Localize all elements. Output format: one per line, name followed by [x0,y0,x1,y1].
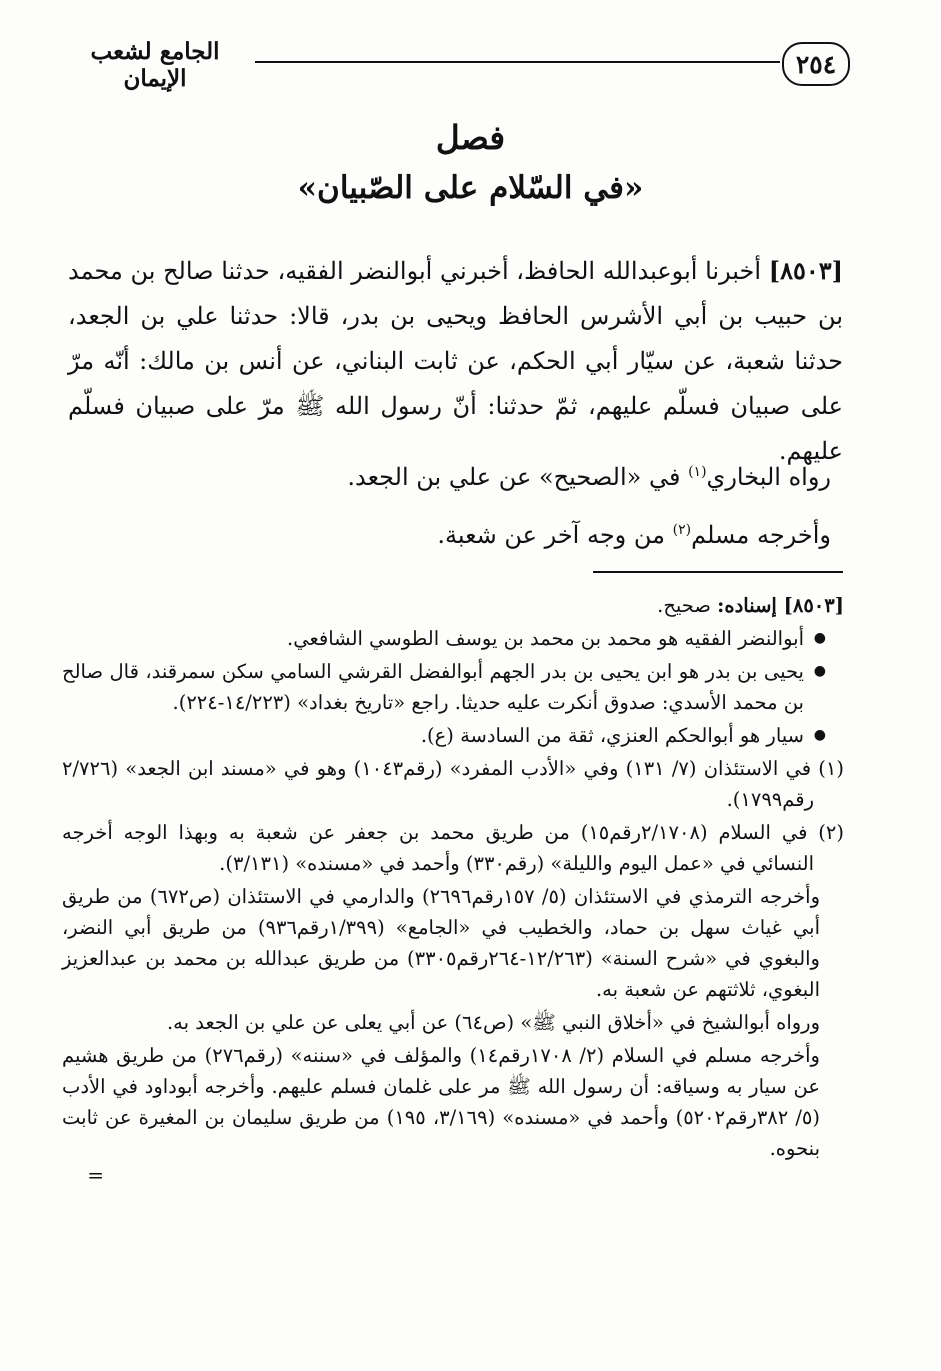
footnote-ref-2[interactable]: (٢) [672,522,692,538]
isnad-value: صحيح. [657,594,711,617]
narration-muslim [437,510,831,555]
isnad-grade [62,590,844,621]
footnote-2: (٢) في السلام (٢/١٧٠٨رقم١٥) من طريق محمد بن جعفر عن شعبة به وبهذا الوجه أخرجه النسائي في «عمل اليوم والليلة» (رقم٣٣٠) وأحمد في «مسنده» (٣/١٣١). [62,821,844,875]
chapter-title: فصل [435,118,506,157]
chapter-subtitle: «في السّلام على الصّبيان» [297,170,644,206]
footnote-paragraph: ورواه أبوالشيخ في «أخلاق النبي ﷺ» (ص٦٤) عن أبي يعلى عن علي بن الجعد به. [166,1011,820,1034]
isnad-label: [٨٥٠٣] إسناده: [717,594,844,617]
footnote-separator [593,571,843,573]
narration-text: رواه البخاري [706,463,831,491]
narrator-note [62,656,822,718]
narration-bukhari [347,452,831,497]
running-title: الجامع لشعب الإيمان [90,38,220,92]
footnote-paragraph: وأخرجه الترمذي في الاستئذان (٥/ ١٥٧رقم٢٦٩٦) والدارمي في الاستئذان (ص٦٧٢) من طريق أبي غياث سهل بن حماد، والخطيب في «الجامع» (١/٣٩٩رقم٩٣٦) من طريق أبي النضر، والبغوي في «شرح السنة» (١٢/٢٦٣-٢٦٤رقم٣٣٠٥) من طريق عبدالله بن محمد بن عبدالعزيز البغوي، ثلاثتهم عن شعبة به. [62,885,821,1001]
footnote-paragraph: وأخرجه مسلم في السلام (٢/ ١٧٠٨رقم١٤) والمؤلف في «سننه» (رقم٢٧٦) من طريق هشيم عن سيار به وسياقه: أن رسول الله ﷺ مر على غلمان فسلم عليهم. وأخرجه أبوداود في الأدب (٥/ ٣٨٢رقم٥٢٠٢) وأحمد في «مسنده» (٣/١٦٩، ١٩٥) من طريق سليمان بن المغيرة عن ثابت بنحوه. [62,1044,820,1160]
narration-text: في «الصحيح» عن علي بن الجعد. [347,463,681,491]
page-number-badge: ٢٥٤ [782,42,850,86]
footnote-1: (١) في الاستئذان (٧/ ١٣١) وفي «الأدب المفرد» (رقم١٠٤٣) وهو في «مسند ابن الجعد» (٢/٧٢٦ رقم١٧٩٩). [62,757,844,811]
narrator-note-cont: قال صالح بن محمد الأسدي: صدوق أنكرت عليه حديثا. راجع «تاريخ بغداد» (١٤/٢٢٣-٢٢٤). [62,660,804,714]
page-header [55,34,850,94]
hadith-number: [٨٥٠٣] [768,256,843,285]
narration-text: من وجه آخر عن شعبة. [437,521,666,549]
footnotes [62,590,844,1187]
narrator-note: ● سيار هو أبوالحكم العنزي، ثقة من السادسة (ع). [62,720,822,751]
hadith-text [68,248,843,474]
continuation-mark: = [87,1163,104,1187]
narrator-notes [62,623,844,751]
footnote-ref-1[interactable]: (١) [688,464,707,480]
hadith-body: أخبرنا أبوعبدالله الحافظ، أخبرني أبوالنضر الفقيه، حدثنا صالح بن محمد بن حبيب بن أبي الأشرس الحافظ ويحيى بن بدر، قالا: حدثنا علي بن الجعد، حدثنا شعبة، عن سيّار أبي الحكم، عن ثابت البناني، عن أنس بن مالك: أنّه مرّ على صبيان فسلّم عليهم، ثمّ حدثنا: أنّ رسول الله ﷺ مرّ على صبيان فسلّم عليهم. [68,257,843,465]
narrator-note: ● أبوالنضر الفقيه هو محمد بن محمد بن يوسف الطوسي الشافعي. [62,623,822,654]
narration-text: وأخرجه مسلم [691,521,831,549]
narrator-note-text: يحيى بن بدر هو ابن يحيى بن بدر الجهم أبوالفضل القرشي السامي سكن سمرقند، [145,660,804,683]
header-rule [255,61,780,63]
